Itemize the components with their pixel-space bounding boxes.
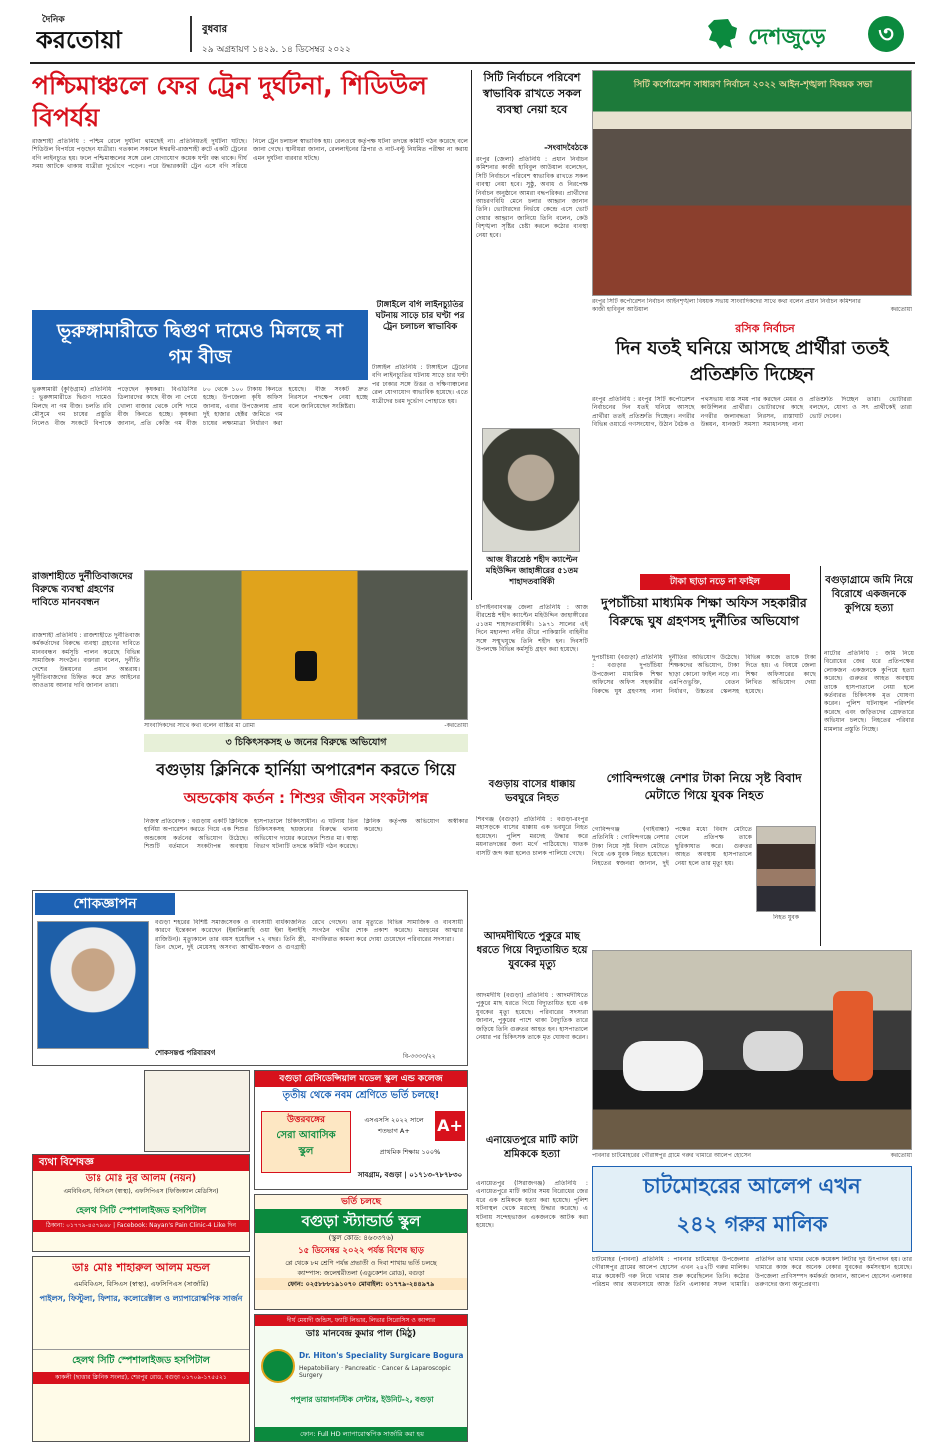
interview-photo <box>144 570 468 720</box>
bribe-body: দুপচাঁচিয়া (বগুড়া) প্রতিনিধি : বগুড়ার দুপচাঁচিয়া উপজেলা মাধ্যমিক শিক্ষা অফিসের অফিস সহকারীর বিরুদ্ধে ঘুষ গ্রহণসহ নানা দুর্নীতির অভিযোগ উঠেছে। শিক্ষকদের অভিযোগ, টাকা ছাড়া কোনো ফাইল নড়ে না। এমপিওভুক্তি, বেতন নির্ধারণ, উচ্চতর স্কেলসহ বিভিন্ন কাজে তাকে টাকা দিতে হয়। এ বিষয়ে জেলা শিক্ষা অফিসারের কাছে লিখিত অভিযোগ দেয়া হয়েছে। <box>592 654 816 695</box>
masthead <box>0 0 945 62</box>
school-result: এসএসসি ২০২২ সালে শতভাগ A+ <box>364 1116 424 1135</box>
city-body: রংপুর (জেলা) প্রতিনিধি : প্রধান নির্বাচন কমিশনার কাজী হাবিবুল আউয়াল বলেছেন, সিটি নির্বাচনে পরিবেশ স্বাভাবিক রাখতে সকল ব্যবস্থা নেয়া হবে। সুষ্ঠু, অবাধ ও নিরপেক্ষ নির্বাচন অনুষ্ঠানে আমরা বদ্ধপরিকর। প্রার্থীদের আচরণবিধি মেনে চলার আহ্বান জানান তিনি। ভোটারদের নির্ভয়ে কেন্দ্রে এসে ভোট দেয়ার আহ্বান জানিয়ে তিনি বলেন, কেউ বিশৃঙ্খলা সৃষ্টির চেষ্টা করলে কঠোর ব্যবস্থা নেয়া হবে। <box>476 156 588 239</box>
section-title: দেশজুড়ে <box>748 25 826 50</box>
clinic-kicker-box <box>144 734 468 752</box>
cow-headline-2[interactable]: ২৪২ গরুর মালিক <box>676 1212 828 1236</box>
rail-headline[interactable]: টাঙ্গাইলে বগি লাইনচ্যুতির ঘটনায় সাড়ে চার ঘণ্টা পর ট্রেন চলাচল স্বাভাবিক <box>375 300 465 332</box>
obit-photo <box>37 921 149 1049</box>
cow-shape <box>623 1041 703 1091</box>
liver-doctor: ডাঃ মানবেন্দ্র কুমার পাল (মিঠু) <box>305 1329 417 1339</box>
obit-footer: শোকসন্তপ্ত পরিবারবর্গ <box>155 1049 216 1057</box>
seed-body: ভুরুঙ্গামারী (কুড়িগ্রাম) প্রতিনিধি : ভুরুঙ্গামারীতে দ্বিগুণ দামেও মিলছে না গম বীজ। চলতি রবি মৌসুমে গম চাষের প্রস্তুতি নিলেও বীজ সংকটে বিপাকে পড়েছেন কৃষকরা। বিএডিসির ডিলারদের কাছে বীজ না পেয়ে খোলা বাজার থেকে বেশি দামে বীজ কিনতে হচ্ছে। কৃষকরা জানান, প্রতি কেজি গম বীজ ৮০ থেকে ১০০ টাকায় কিনতে হচ্ছে। উপজেলা কৃষি অফিস জানায়, এবার উপজেলায় প্রায় দুই হাজার হেক্টর জমিতে গম চাষের লক্ষ্যমাত্রা নির্ধারণ করা হয়েছে। বীজ সংকট দ্রুত নিরসনে পদক্ষেপ নেয়া হচ্ছে বলে জানিয়েছেন সংশ্লিষ্টরা। <box>32 386 368 427</box>
masthead-divider <box>190 16 192 52</box>
masthead-rule <box>30 62 915 64</box>
land-headline[interactable]: বগুড়াগ্রামে জমি নিয়ে বিরোধে একজনকে কুপিয়ে হত্যা <box>825 575 913 614</box>
school-badge <box>261 1111 351 1173</box>
standard-title: বগুড়া স্ট্যান্ডার্ড স্কুল <box>255 1209 467 1233</box>
obit-title-box <box>35 893 175 915</box>
standard-top: ভর্তি চলছে <box>341 1197 381 1207</box>
liver-hospital: পপুলার ডায়াগনস্টিক সেন্টার, ইউনিট-২, বগুড়া <box>290 1395 434 1404</box>
obituary <box>32 890 468 1066</box>
rangpur-body: রংপুর প্রতিনিধি : রংপুর সিটি কর্পোরেশন নির্বাচনের দিন যতই ঘনিয়ে আসছে প্রার্থীরা ততই প্রতিশ্রুতি দিচ্ছেন। নগরীর বিভিন্ন ওয়ার্ডে গণসংযোগ, উঠান বৈঠক ও পথসভায় ব্যস্ত সময় পার করছেন মেয়র ও কাউন্সিলর প্রার্থীরা। ভোটারদের কাছে নগরীর জলাবদ্ধতা নিরসন, রাস্তাঘাট উন্নয়ন, যানজট সমস্যা সমাধানসহ নানা প্রতিশ্রুতি দিচ্ছেন তারা। ভোটাররা বলছেন, যোগ্য ও সৎ প্রার্থীকেই তারা ভোট দেবেন। <box>592 396 912 429</box>
pain-hospital: হেলথ সিটি স্পেশালাইজড হসপিটাল <box>75 1206 207 1216</box>
lead-headline[interactable]: পশ্চিমাঞ্চলে ফের ট্রেন দুর্ঘটনা, শিডিউল বিপর্যয় <box>32 71 427 132</box>
logo-small: দৈনিক <box>42 15 65 25</box>
bus-headline[interactable]: বগুড়ায় বাসের ধাক্কায় ভবঘুরে নিহত <box>488 779 576 804</box>
obit-ref: বি-৩৩৩৩/২২ <box>403 1053 436 1060</box>
bribe-header <box>640 574 790 590</box>
school-badge-2: সেরা আবাসিক <box>276 1130 336 1141</box>
clinic-body: নিজস্ব প্রতিবেদক : বগুড়ায় একটি ক্লিনিকে হার্নিয়া অপারেশন করতে গিয়ে এক শিশুর অন্ডকোষ কর্তনের অভিযোগ উঠেছে। শিশুটি বর্তমানে সংকটাপন্ন অবস্থায় হাসপাতালে চিকিৎসাধীন। এ ঘটনায় তিন চিকিৎসকসহ ছয়জনের বিরুদ্ধে থানায় অভিযোগ দায়ের করেছেন শিশুর মা। স্বাস্থ্য বিভাগ ঘটনাটি তদন্তে কমিটি গঠন করেছে। ক্লিনিক কর্তৃপক্ষ অভিযোগ অস্বীকার করেছে। <box>144 818 468 851</box>
photo-banner: সিটি কর্পোরেশন সাধারণ নির্বাচন ২০২২ আইন-শৃঙ্খলা বিষয়ক সভা <box>633 80 873 90</box>
liver-footer: ফোন: Full HD ল্যাপারোস্কপিক সার্জারি করা হয় <box>255 1427 468 1441</box>
meeting-caption: রংপুর সিটি কর্পোরেশন নির্বাচন আইনশৃঙ্খলা বিষয়ক সভায় সাংবাদিকদের সাথে কথা বলেন প্রধান নির্বাচন কমিশনার কাজী হাবিবুল আউয়াল <box>592 298 861 313</box>
interview-credit: -করতোয়া <box>444 722 468 729</box>
city-tag: -সংবাদবৈঠকে <box>544 143 588 152</box>
bribe-headline[interactable]: দুপচাঁচিয়া মাধ্যমিক শিক্ষা অফিস সহকারীর বিরুদ্ধে ঘুষ গ্রহণসহ দুর্নীতির অভিযোগ <box>601 595 807 628</box>
cow-headline-1[interactable]: চাটমোহরের আলেপ এখন <box>643 1174 861 1198</box>
liver-english: Dr. Hiton's Speciality Surgicare Bogura <box>299 1351 464 1360</box>
school-ad-title: বগুড়া রেসিডেন্সিয়াল মডেল স্কুল এন্ড কলেজ <box>255 1071 467 1087</box>
victim-caption: নিহত যুবক <box>773 914 799 921</box>
col-divider <box>471 70 472 600</box>
standard-code: (স্কুল কোড: ৪৬৩৩৭৬) <box>328 1234 394 1242</box>
surgeon-phone: কাকলী (ছাত্তার ক্লিনিক সংলগ্ন), শেরপুর রোড, বগুড়া ০১৭০৯-১৭৫৫২১ <box>33 1372 249 1384</box>
seed-headline[interactable]: ভূরুঙ্গামারীতে দ্বিগুণ দামেও মিলছে না গম বীজ <box>56 320 343 368</box>
pain-clinic-ad[interactable] <box>32 1154 250 1252</box>
school-badge-3: স্কুল <box>298 1146 314 1157</box>
obit-title: শোকজ্ঞাপন <box>73 896 137 912</box>
school-pass: প্রাথমিক শিক্ষায় ১০০% <box>379 1148 441 1156</box>
hospital-logo-icon <box>261 1349 295 1383</box>
lead-body: রাজশাহী প্রতিনিধি : পশ্চিম রেলে দুর্ঘটনা থামছেই না। প্রতিনিয়তই দুর্ঘটনা ঘটছে। শিডিউল বিপর্যয়ে পড়ছেন যাত্রীরা। গতকাল সকালে ঈশ্বরদী-রাজশাহী রুটে একটি ট্রেনের বগি লাইনচ্যুত হয়। ফলে পশ্চিমাঞ্চলের সঙ্গে রেল যোগাযোগ কয়েক ঘণ্টা বন্ধ থাকে। দীর্ঘ সময় আটকে থাকায় যাত্রীরা দুর্ভোগে পড়েন। পরে উদ্ধারকারী ট্রেন এসে বগি সরিয়ে নিলে ট্রেন চলাচল স্বাভাবিক হয়। রেলওয়ে কর্তৃপক্ষ ঘটনা তদন্তে কমিটি গঠন করেছে বলে জানা গেছে। স্থানীয়রা জানান, রেললাইনের স্লিপার ও নাট-বল্টু নিয়মিত পরীক্ষা না করায় এমন দুর্ঘটনা বারবার ঘটছে। <box>32 138 468 171</box>
school-ad[interactable] <box>254 1070 468 1190</box>
rajshahi-headline[interactable]: রাজশাহীতে দুর্নীতিবাজদের বিরুদ্ধে ব্যবস্থা গ্রহণের দাবিতে মানববন্ধন <box>32 571 133 608</box>
surgeon-doctor: ডাঃ মোঃ শাহারুল আলম মন্ডল <box>72 1261 210 1274</box>
soil-headline[interactable]: এনায়েতপুরে মাটি কাটা শ্রমিককে হত্যা <box>485 1135 579 1160</box>
standard-line: ১৫ ডিসেম্বর ২০২২ পর্যন্ত বিশেষ ছাড় <box>298 1246 424 1256</box>
obit-box <box>32 886 140 888</box>
cow-shape-2 <box>743 1031 803 1071</box>
meeting-credit: করতোয়া <box>890 306 912 313</box>
microphone-icon <box>295 651 317 681</box>
logo-text: করতোয়া <box>36 25 122 54</box>
school-contact: সাবগ্রাম, বগুড়া | ০১৭১৩-৭৮৭৮৩০ <box>357 1171 463 1179</box>
school-badge-1: উত্তরবঙ্গের <box>287 1115 325 1125</box>
fish-headline[interactable]: আদমদীঘিতে পুকুরে মাছ ধরতে গিয়ে বিদ্যুতায়িত হয়ে যুবকের মৃত্যু <box>476 931 588 970</box>
pain-doctor: ডাঃ মোঃ নুর আলম (নয়ন) <box>85 1173 197 1184</box>
page-number: ৩ <box>868 16 904 52</box>
cow-headline-box <box>592 1166 912 1252</box>
standard-phone: ফোন: ০২৫৮৮৮১৯১০৭০ মোবাইল: ০১৭৭৯-২৪৪৯৭৯ <box>255 1278 467 1290</box>
martyr-caption[interactable]: আজ বীরশ্রেষ্ঠ শহীদ ক্যাপ্টেন মহিউদ্দিন জাহাঙ্গীরের ৫১তম শাহাদতবার্ষিকী <box>485 555 579 586</box>
fish-body: আদমদীঘি (বগুড়া) প্রতিনিধি : আদমদীঘিতে পুকুরে মাছ ধরতে গিয়ে বিদ্যুতায়িত হয়ে এক যুবকের মৃত্যু হয়েছে। পরিবারের সদস্যরা জানান, পুকুরের পাশে থাকা বৈদ্যুতিক তারে জড়িয়ে তিনি গুরুতর আহত হন। হাসপাতালে নেয়ার পর চিকিৎসক তাকে মৃত ঘোষণা করেন। <box>476 992 588 1042</box>
liver-ad[interactable] <box>254 1314 468 1442</box>
cow-credit: করতোয়া <box>890 1152 912 1159</box>
surgeon-ad[interactable] <box>32 1256 250 1442</box>
school-grade: A+ <box>435 1111 465 1141</box>
farmer-shape <box>833 991 873 1081</box>
rajshahi-body: রাজশাহী প্রতিনিধি : রাজশাহীতে দুর্নীতিবাজ কর্মকর্তাদের বিরুদ্ধে ব্যবস্থা গ্রহণের দাবিতে মানববন্ধন কর্মসূচি পালন করেছে বিভিন্ন সামাজিক সংগঠন। বক্তারা বলেন, দুর্নীতি দেশের উন্নয়নের প্রধান অন্তরায়। দুর্নীতিবাজদের চিহ্নিত করে দ্রুত আইনের আওতায় আনার দাবি জানান তারা। <box>32 632 140 690</box>
martyr-body: চাঁপাইনবাবগঞ্জ জেলা প্রতিনিধি : আজ বীরশ্রেষ্ঠ শহীদ ক্যাপ্টেন মহিউদ্দিন জাহাঙ্গীরের ৫১তম শাহাদতবার্ষিকী। ১৯৭১ সালের এই দিনে মহানন্দা নদীর তীরে পাকিস্তানি বাহিনীর সঙ্গে সম্মুখযুদ্ধে তিনি শহীদ হন। দিবসটি উপলক্ষে বিভিন্ন কর্মসূচি গ্রহণ করা হয়েছে। <box>476 604 588 654</box>
clinic-subhead[interactable]: অন্ডকোষ কর্তন : শিশুর জীবন সংকটাপন্ন <box>183 789 429 807</box>
clinic-kicker: ৩ চিকিৎসকসহ ৬ জনের বিরুদ্ধে অভিযোগ <box>225 737 387 748</box>
surgeon-degree: এমবিবিএস, বিসিএস (স্বাস্থ্য), এফসিপিএস (সার্জারি) <box>73 1280 209 1288</box>
standard-address: ক্যাম্পাস: জলেশ্বরীতলা (এডুকেশন রোড), বগুড়া <box>297 1269 425 1277</box>
liver-english-2: Hepatobiliary · Pancreatic · Cancer & Laparoscopic Surgery <box>299 1365 451 1379</box>
bus-body: শিবগঞ্জ (বগুড়া) প্রতিনিধি : বগুড়া-রংপুর মহাসড়কে বাসের ধাক্কায় এক ভবঘুরে নিহত হয়েছেন। পুলিশ মরদেহ উদ্ধার করে ময়নাতদন্তের জন্য মর্গে পাঠিয়েছে। ঘাতক বাসটি জব্দ করা হলেও চালক পালিয়ে গেছে। <box>476 816 588 857</box>
pain-phone: ঠিকানা: ০১৭৭৯-৪৫৭৯৬৮ | Facebook: Nayan's Pain Clinic-4 Like দিন <box>33 1220 249 1232</box>
interview-caption: সাংবাদিকদের সাথে কথা বলেন বাচ্চির মা রোমা <box>144 722 255 729</box>
ad-filler-left <box>144 1070 250 1152</box>
school-ad-line: তৃতীয় থেকে নবম শ্রেণিতে ভর্তি চলছে! <box>282 1090 440 1101</box>
section-badge <box>700 14 910 54</box>
seed-headline-box <box>32 310 368 380</box>
surgeon-service: পাইলস, ফিস্টুলা, ফিশার, কলোরেক্টাল ও ল্যাপারোস্কপিক সার্জন <box>39 1294 243 1303</box>
standard-line2: প্লে থেকে ৮ম শ্রেণি পর্যন্ত প্রভাতী ও দিবা শাখায় ভর্তি চলছে <box>285 1259 437 1267</box>
issue-day: বুধবার <box>202 24 228 35</box>
bribe-header-text: টাকা ছাড়া নড়ে না ফাইল <box>669 577 761 587</box>
martyr-photo <box>482 428 580 552</box>
clinic-headline[interactable]: বগুড়ায় ক্লিনিকে হার্নিয়া অপারেশন করতে গিয়ে <box>156 760 456 779</box>
city-headline[interactable]: সিটি নির্বাচনে পরিবেশ স্বাভাবিক রাখতে সকল ব্যবস্থা নেয়া হবে <box>482 71 582 116</box>
meeting-photo <box>592 70 912 296</box>
liver-top: দীর্ঘ মেয়াদী জন্ডিস, ফ্যাটি লিভার, লিভার সিরোসিস ও ক্যান্সার <box>255 1315 467 1326</box>
cow-farm-photo <box>592 950 912 1150</box>
surgeon-hospital: হেলথ সিটি স্পেশালাইজড হসপিটাল <box>33 1349 249 1372</box>
victim-photo <box>756 826 816 912</box>
logo[interactable] <box>36 12 176 58</box>
rangpur-headline[interactable]: দিন যতই ঘনিয়ে আসছে প্রার্থীরা ততই প্রতিশ্রুতি দিচ্ছেন <box>615 338 889 385</box>
issue-date: ২৯ অগ্রহায়ণ ১৪২৯, ১৪ ডিসেম্বর ২০২২ <box>202 45 351 52</box>
bangladesh-map-icon <box>706 18 740 50</box>
col-divider-2 <box>820 566 821 946</box>
obit-body: বগুড়া শহরের বিশিষ্ট সমাজসেবক ও ব্যবসায়ী বার্ধক্যজনিত কারণে ইন্তেকাল করেছেন (ইন্নালিল্লাহি ওয়া ইন্না ইলাইহি রাজিউন)। মৃত্যুকালে তার বয়স হয়েছিল ৭২ বছর। তিনি স্ত্রী, তিন ছেলে, দুই মেয়েসহ অসংখ্য আত্মীয়-স্বজন ও গুণগ্রাহী রেখে গেছেন। তার মৃত্যুতে বিভিন্ন সামাজিক ও ব্যবসায়ী সংগঠন গভীর শোক প্রকাশ করেছে। মরহুমের আত্মার মাগফিরাত কামনা করে দোয়া চেয়েছেন পরিবারের সদস্যরা। <box>155 919 463 952</box>
cow-body: চাটমোহর (পাবনা) প্রতিনিধি : পাবনার চাটমোহর উপজেলার গৌরাঙ্গপুর গ্রামের আলেপ হোসেন এখন ২৪২টি গরুর মালিক। মাত্র কয়েকটি গরু নিয়ে খামার শুরু করেছিলেন তিনি। কঠোর পরিশ্রম আর অধ্যবসায়ে আজ তিনি এলাকার সফল খামারি। প্রতিদিন তার খামার থেকে কয়েকশ লিটার দুধ উৎপাদন হয়। তার খামারে কাজ করে অনেক বেকার যুবকের কর্মসংস্থান হয়েছে। উপজেলা প্রাণিসম্পদ কর্মকর্তা জানান, আলেপ হোসেন এলাকার তরুণদের জন্য অনুপ্রেরণা। <box>592 1256 912 1289</box>
cow-caption: পাবনার চাটমোহরের গৌরাঙ্গপুর গ্রামে গরুর খামারে আলেপ হোসেন <box>592 1152 752 1159</box>
gobinda-headline[interactable]: গোবিন্দগঞ্জে নেশার টাকা নিয়ে সৃষ্ট বিবাদ মেটাতে গিয়ে যুবক নিহত <box>606 771 802 802</box>
land-body: নাটোর প্রতিনিধি : জমি নিয়ে বিরোধের জের ধরে প্রতিপক্ষের লোকজন একজনকে কুপিয়ে হত্যা করেছে। গুরুতর আহত অবস্থায় তাকে হাসপাতালে নেয়া হলে কর্তব্যরত চিকিৎসক মৃত ঘোষণা করেন। পুলিশ ঘটনাস্থল পরিদর্শন করেছে এবং জড়িতদের গ্রেফতারে অভিযান চলছে। নিহতের পরিবার মামলার প্রস্তুতি নিচ্ছে। <box>824 650 914 733</box>
rail-body: টাঙ্গাইল প্রতিনিধি : টাঙ্গাইলে ট্রেনের বগি লাইনচ্যুতির ঘটনায় সাড়ে চার ঘণ্টা পর ঢাকার সঙ্গে উত্তর ও দক্ষিণাঞ্চলের রেল যোগাযোগ স্বাভাবিক হয়েছে। এতে যাত্রীদের চরম দুর্ভোগ পোহাতে হয়। <box>372 364 468 405</box>
soil-body: এনায়েতপুর (সিরাজগঞ্জ) প্রতিনিধি : এনায়েতপুরে মাটি কাটার সময় বিরোধের জের ধরে এক শ্রমিককে হত্যা করা হয়েছে। পুলিশ ঘটনাস্থল থেকে মরদেহ উদ্ধার করেছে। এ ঘটনায় সন্দেহভাজন একজনকে আটক করা হয়েছে। <box>476 1180 588 1230</box>
rangpur-header: রসিক নির্বাচন <box>735 322 795 335</box>
pain-degree: এমবিবিএস, বিসিএস (স্বাস্থ্য), এফসিপিএস (ফিজিক্যাল মেডিসিন) <box>63 1188 219 1195</box>
issue-info <box>202 22 502 52</box>
pain-title: ব্যথা বিশেষজ্ঞ <box>33 1155 249 1171</box>
gobinda-body: গোবিন্দগঞ্জ (গাইবান্ধা) প্রতিনিধি : গোবিন্দগঞ্জে নেশার টাকা নিয়ে সৃষ্ট বিবাদ মেটাতে গিয়ে এক যুবক নিহত হয়েছেন। নিহতের স্বজনরা জানান, দুই পক্ষের মধ্যে বিবাদ মেটাতে গেলে প্রতিপক্ষ তাকে ছুরিকাঘাত করে। গুরুতর আহত অবস্থায় হাসপাতালে নেয়া হলে তার মৃত্যু হয়। <box>592 826 752 867</box>
standard-school-ad[interactable] <box>254 1194 468 1310</box>
